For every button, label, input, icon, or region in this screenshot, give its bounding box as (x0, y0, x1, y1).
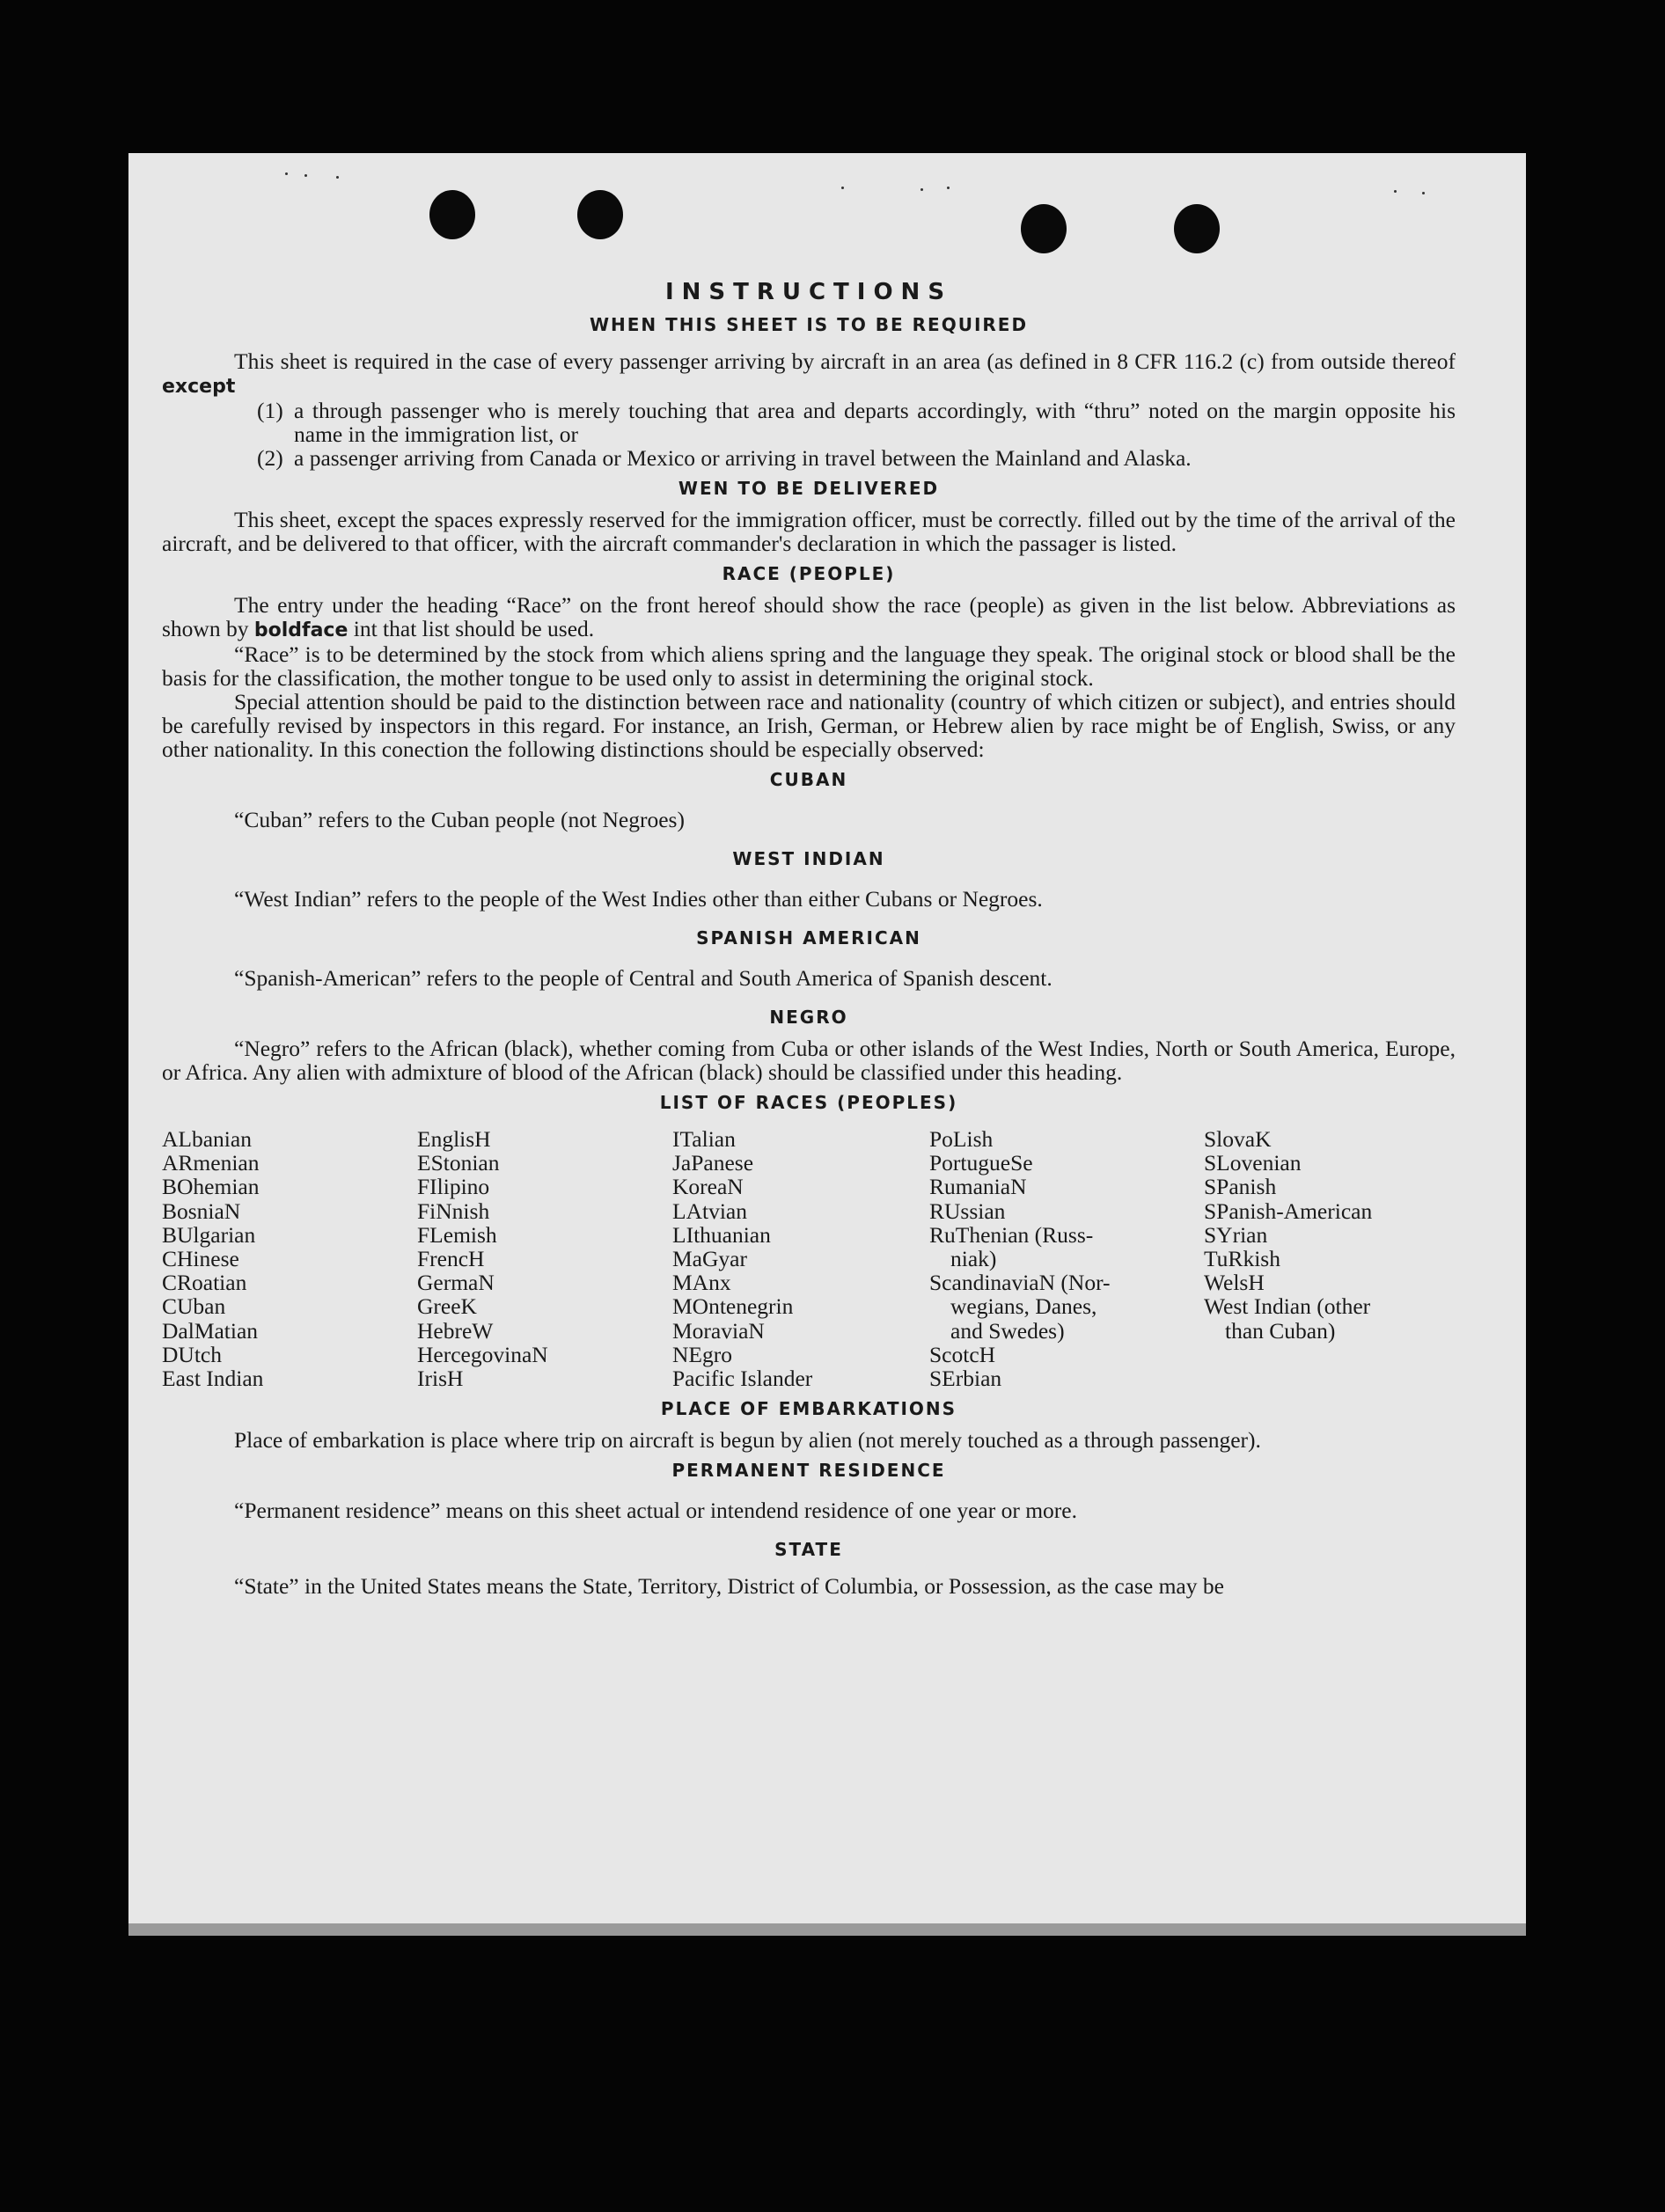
race-entry: JaPanese (672, 1150, 754, 1176)
heading-west-indian: WEST INDIAN (732, 848, 885, 869)
speck (336, 176, 339, 179)
heading-cuban: CUBAN (769, 769, 848, 790)
race-entry: LAtvian (672, 1198, 747, 1224)
heading-list-of-races: LIST OF RACES (PEOPLES) (659, 1092, 958, 1113)
race-entry: MOntenegrin (672, 1293, 794, 1320)
boldface-word: boldface (253, 619, 348, 641)
race-entry: FiNnish (417, 1198, 490, 1224)
race-entry: West Indian (other (1204, 1293, 1371, 1320)
exception-list (257, 399, 1456, 470)
race-entry: ITalian (672, 1126, 736, 1152)
race-entry: SLovenian (1204, 1150, 1302, 1176)
heading-race: RACE (PEOPLE) (722, 563, 896, 584)
race-entry: ScotcH (929, 1341, 996, 1367)
race-entry: DalMatian (162, 1317, 259, 1344)
race-entry: ALbanian (162, 1126, 252, 1152)
race-entry: BUlgarian (162, 1221, 256, 1248)
race-entry: KoreaN (672, 1174, 744, 1200)
race-entry: BOhemian (162, 1174, 260, 1200)
race-entry: CUban (162, 1293, 226, 1320)
race-entry: EStonian (417, 1150, 500, 1176)
required-intro: This sheet is required in the case of every passenger arriving by aircraft in an area (as defined in 8 CFR 116.2 (c) from outside thereof except (162, 348, 1456, 398)
race-entry: FIlipino (417, 1174, 490, 1200)
speck (921, 188, 923, 191)
except-bold: except (162, 376, 236, 398)
race-entry: and Swedes) (950, 1317, 1065, 1344)
races-column (672, 1127, 929, 1390)
race-entry: wegians, Danes, (950, 1293, 1097, 1320)
race-entry: PortugueSe (929, 1150, 1033, 1176)
race-entry: CHinese (162, 1246, 239, 1272)
races-column (929, 1127, 1204, 1390)
race-entry: MoraviaN (672, 1317, 765, 1344)
delivered-text: This sheet, except the spaces expressly reserved for the immigration officer, must be correctly. filled out by the time of the arrival of the aircraft, and be delivered to that officer, with the aircraft commander's declaration in which the passager is listed. (162, 507, 1456, 556)
speck (947, 187, 950, 189)
race-entry: CRoatian (162, 1270, 247, 1296)
race-entry: FLemish (417, 1221, 497, 1248)
document-sheet (128, 153, 1526, 1923)
race-entry: HercegovinaN (417, 1341, 548, 1367)
punch-hole (429, 190, 475, 239)
punch-hole (1021, 204, 1067, 253)
heading-delivered: WEN TO BE DELIVERED (678, 478, 940, 499)
race-entry: HebreW (417, 1317, 494, 1344)
race-p1: The entry under the heading “Race” on the front hereof should show the race (people) as given in the list below. Abbreviations as shown by boldface int that list should be used. (162, 592, 1456, 641)
race-entry: WelsH (1204, 1270, 1265, 1296)
list-item: (1) a through passenger who is merely touching that area and departs accordingly, with “thru” noted on the margin opposite his name in the immigration list, or (257, 398, 1456, 447)
race-entry: East Indian (162, 1366, 264, 1392)
document-body (162, 281, 1456, 1598)
speck (304, 174, 307, 177)
list-item: (2) a passenger arriving from Canada or Mexico or arriving in travel between the Mainland and Alaska. (257, 445, 1192, 471)
cuban-text: “Cuban” refers to the Cuban people (not Negroes) (234, 807, 685, 832)
race-entry: RUssian (929, 1198, 1006, 1224)
race-entry: SlovaK (1204, 1126, 1272, 1152)
race-entry: NEgro (672, 1341, 732, 1367)
race-entry: BosniaN (162, 1198, 241, 1224)
race-entry: LIthuanian (672, 1221, 771, 1248)
race-entry: IrisH (417, 1366, 464, 1392)
race-entry: ARmenian (162, 1150, 260, 1176)
race-entry: than Cuban) (1225, 1317, 1336, 1344)
race-entry: DUtch (162, 1341, 222, 1367)
race-entry: SYrian (1204, 1221, 1268, 1248)
sheet-edge (128, 1923, 1526, 1936)
heading-spanish-american: SPANISH AMERICAN (696, 927, 921, 949)
race-entry: TuRkish (1204, 1246, 1280, 1272)
state-text: “State” in the United States means the State, Territory, District of Columbia, or Possession, as the case may be (234, 1573, 1224, 1600)
race-entry: PoLish (929, 1126, 994, 1152)
residence-text: “Permanent residence” means on this sheet actual or intendend residence of one year or more. (234, 1498, 1077, 1524)
races-column (1204, 1127, 1450, 1390)
race-entry: SErbian (929, 1366, 1002, 1392)
race-entry: EnglisH (417, 1126, 491, 1152)
heading-residence: PERMANENT RESIDENCE (671, 1460, 946, 1482)
race-entry: Pacific Islander (672, 1366, 813, 1392)
race-p2: “Race” is to be determined by the stock from which aliens spring and the language they speak. The original stock or blood shall be the basis for the classification, the mother tongue to be used only to assist in determining the original stock. (162, 641, 1456, 691)
races-column (417, 1127, 672, 1390)
spanish-american-text: “Spanish-American” refers to the people of Central and South America of Spanish descent. (234, 965, 1053, 991)
punch-hole (577, 190, 623, 239)
heading-embarkation: PLACE OF EMBARKATIONS (660, 1398, 957, 1420)
races-list (162, 1127, 1456, 1390)
embarkation-text: Place of embarkation is place where trip on aircraft is begun by alien (not merely touched as a through passenger). (234, 1427, 1261, 1454)
heading-negro: NEGRO (769, 1007, 848, 1028)
race-entry: ScandinaviaN (Nor- (929, 1270, 1111, 1296)
document-title: INSTRUCTIONS (664, 279, 953, 305)
race-p3: Special attention should be paid to the distinction between race and nationality (country of which citizen or subject), and entries should be carefully revised by inspectors in this regard. For instance, an Irish, German, or Hebrew alien by race might be of English, Swiss, or any other nationality. In this conection the following distinctions should be especially observed: (162, 689, 1456, 762)
races-column (162, 1127, 417, 1390)
negro-text: “Negro” refers to the African (black), whether coming from Cuba or other islands of the West Indies, North or South America, Europe, or Africa. Any alien with admixture of blood of the African (black) should be classified under this heading. (162, 1036, 1456, 1085)
race-entry: SPanish-American (1204, 1198, 1373, 1224)
race-entry: niak) (950, 1246, 997, 1272)
race-entry: FrencH (417, 1246, 485, 1272)
race-entry: RuThenian (Russ- (929, 1221, 1094, 1248)
race-entry: RumaniaN (929, 1174, 1027, 1200)
west-indian-text: “West Indian” refers to the people of the West Indies other than either Cubans or Negroes. (234, 886, 1043, 912)
speck (1422, 192, 1425, 194)
speck (841, 187, 844, 189)
heading-state: STATE (774, 1539, 843, 1561)
speck (1394, 190, 1397, 193)
race-entry: SPanish (1204, 1174, 1277, 1200)
heading-required: WHEN THIS SHEET IS TO BE REQUIRED (589, 314, 1029, 335)
race-entry: GreeK (417, 1293, 477, 1320)
race-entry: GermaN (417, 1270, 495, 1296)
race-entry: MaGyar (672, 1246, 747, 1272)
speck (285, 172, 288, 175)
race-entry: MAnx (672, 1270, 731, 1296)
punch-hole (1174, 204, 1220, 253)
